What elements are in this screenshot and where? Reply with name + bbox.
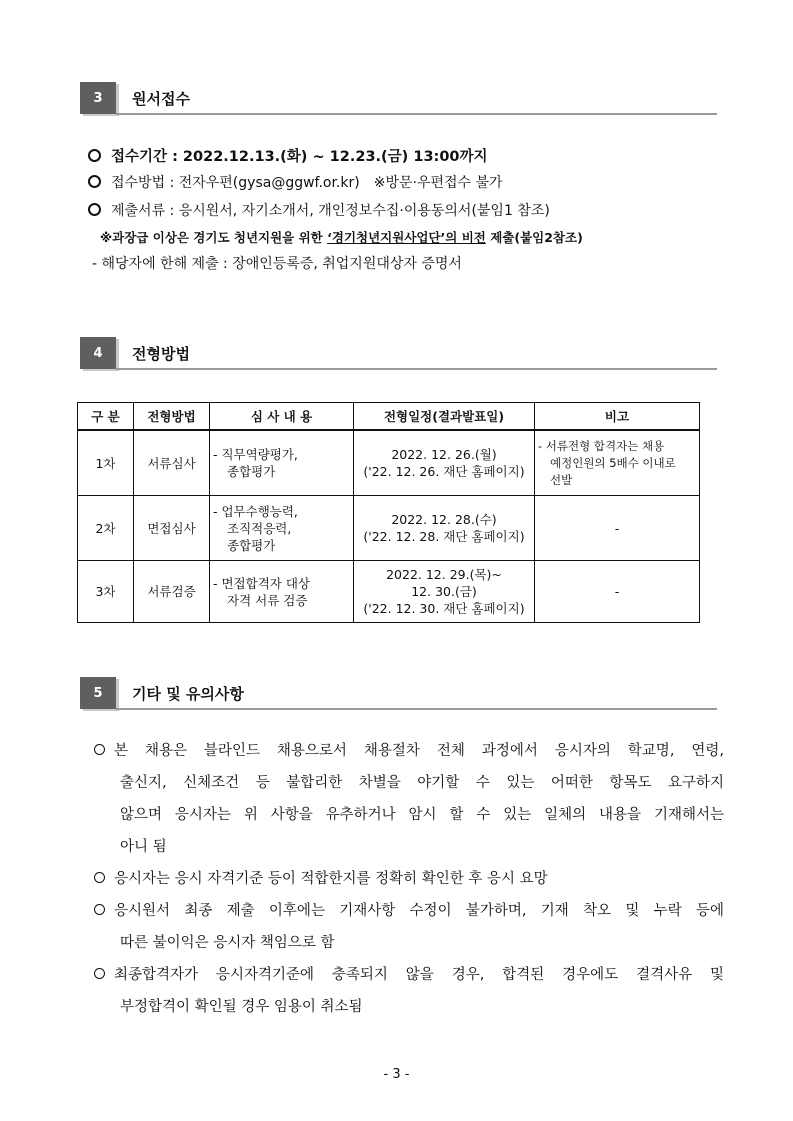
section-3-header xyxy=(80,82,717,116)
notice-line: 응시자는 응시 자격기준 등이 적합한지를 정확히 확인한 후 응시 요망 xyxy=(114,871,548,887)
method-text: 접수방법 : 전자우편(gysa@ggwf.or.kr) ※방문·우편접수 불가 xyxy=(111,175,503,191)
table-row xyxy=(78,430,700,496)
section-number: 5 xyxy=(80,677,116,709)
content-line: - 업무수행능력, xyxy=(213,503,298,519)
note-line: 예정인원의 5배수 이내로 xyxy=(550,455,676,470)
section-5-header xyxy=(80,677,717,711)
method-cell: 서류심사 xyxy=(134,430,210,496)
manager-note xyxy=(100,228,583,246)
header-content: 심 사 내 용 xyxy=(210,403,354,431)
schedule-cell xyxy=(354,561,535,623)
notice-line: 따른 불이익은 응시자 책임으로 함 xyxy=(120,935,335,951)
application-period xyxy=(88,145,488,166)
table-header-row xyxy=(78,403,700,431)
schedule-line: 2022. 12. 28.(수) xyxy=(391,512,497,527)
section-number: 3 xyxy=(80,82,116,114)
notice-list xyxy=(94,735,724,1023)
notice-line: 최종합격자가 응시자격기준에 충족되지 않을 경우, 합격된 경우에도 결격사유 및 xyxy=(114,967,724,983)
circle-bullet-icon xyxy=(94,904,105,915)
notice-line: 본 채용은 블라인드 채용으로서 채용절차 전체 과정에서 응시자의 학교명, 연령, xyxy=(114,743,724,759)
documents-text: 제출서류 : 응시원서, 자기소개서, 개인정보수집·이용동의서(붙임1 참조) xyxy=(111,203,550,219)
content-line: 종합평가 xyxy=(227,537,276,553)
circle-bullet-icon xyxy=(94,872,105,883)
note-suffix: 제출(붙임2참조) xyxy=(485,230,583,245)
content-line: 자격 서류 검증 xyxy=(227,592,308,608)
extra-documents xyxy=(92,253,462,273)
note-line: 선발 xyxy=(550,472,573,487)
table-row xyxy=(78,561,700,623)
schedule-line: 12. 30.(금) xyxy=(411,584,477,599)
header-schedule: 전형일정(결과발표일) xyxy=(354,403,535,431)
note-cell: - xyxy=(535,561,700,623)
content-cell xyxy=(210,430,354,496)
stage-cell: 2차 xyxy=(78,496,134,561)
content-line: 조직적응력, xyxy=(227,520,292,536)
section-title: 원서접수 xyxy=(132,90,190,108)
section-divider xyxy=(116,368,717,370)
schedule-cell xyxy=(354,496,535,561)
circle-bullet-icon xyxy=(88,175,101,188)
content-cell xyxy=(210,496,354,561)
notice-line: 아니 됨 xyxy=(120,839,167,855)
notice-line: 응시원서 최종 제출 이후에는 기재사항 수정이 불가하며, 기재 착오 및 누락 등에 xyxy=(114,903,724,919)
schedule-line: ('22. 12. 28. 재단 홈페이지) xyxy=(363,529,525,544)
content-line: - 직무역량평가, xyxy=(213,447,298,462)
list-item xyxy=(94,863,724,895)
application-method xyxy=(88,172,503,192)
schedule-line: 2022. 12. 29.(목)~ xyxy=(386,567,502,582)
table-row xyxy=(78,496,700,561)
page-number: - 3 - xyxy=(383,1067,410,1082)
note-cell: - xyxy=(535,496,700,561)
note-line: - 서류전형 합격자는 채용 xyxy=(538,438,665,453)
period-text: 접수기간 : 2022.12.13.(화) ~ 12.23.(금) 13:00까지 xyxy=(111,149,488,165)
schedule-line: ('22. 12. 26. 재단 홈페이지) xyxy=(363,464,525,479)
extra-text: - 해당자에 한해 제출 : 장애인등록증, 취업지원대상자 증명서 xyxy=(92,256,462,272)
list-item xyxy=(94,895,724,959)
list-item xyxy=(94,959,724,1023)
application-documents xyxy=(88,200,550,220)
content-line: 종합평가 xyxy=(227,464,276,479)
section-4-header xyxy=(80,337,717,371)
notice-line: 출신지, 신체조건 등 불합리한 차별을 야기할 수 있는 어떠한 항목도 요구하지 xyxy=(120,775,724,791)
section-title: 전형방법 xyxy=(132,345,190,363)
section-title: 기타 및 유의사항 xyxy=(132,685,244,703)
circle-bullet-icon xyxy=(88,149,101,162)
content-line: - 면접합격자 대상 xyxy=(213,575,310,591)
selection-process-table xyxy=(77,402,700,623)
notice-line: 않으며 응시자는 위 사항을 유추하거나 암시 할 수 있는 일체의 내용을 기재해서는 xyxy=(120,807,724,823)
schedule-line: ('22. 12. 30. 재단 홈페이지) xyxy=(363,601,525,616)
header-method: 전형방법 xyxy=(134,403,210,431)
note-cell xyxy=(535,430,700,496)
note-underlined: ‘경기청년지원사업단’의 비전 xyxy=(327,230,486,245)
circle-bullet-icon xyxy=(94,968,105,979)
list-item xyxy=(94,735,724,863)
content-cell xyxy=(210,561,354,623)
header-stage: 구 분 xyxy=(78,403,134,431)
note-prefix: ※과장급 이상은 경기도 청년지원을 위한 xyxy=(100,230,328,245)
circle-bullet-icon xyxy=(94,744,105,755)
section-divider xyxy=(116,113,717,115)
header-note: 비고 xyxy=(535,403,700,431)
schedule-cell xyxy=(354,430,535,496)
circle-bullet-icon xyxy=(88,203,101,216)
stage-cell: 1차 xyxy=(78,430,134,496)
schedule-line: 2022. 12. 26.(월) xyxy=(391,447,497,462)
notice-line: 부정합격이 확인될 경우 임용이 취소됨 xyxy=(120,999,363,1015)
stage-cell: 3차 xyxy=(78,561,134,623)
section-divider xyxy=(116,708,717,710)
method-cell: 서류검증 xyxy=(134,561,210,623)
method-cell: 면접심사 xyxy=(134,496,210,561)
section-number: 4 xyxy=(80,337,116,369)
